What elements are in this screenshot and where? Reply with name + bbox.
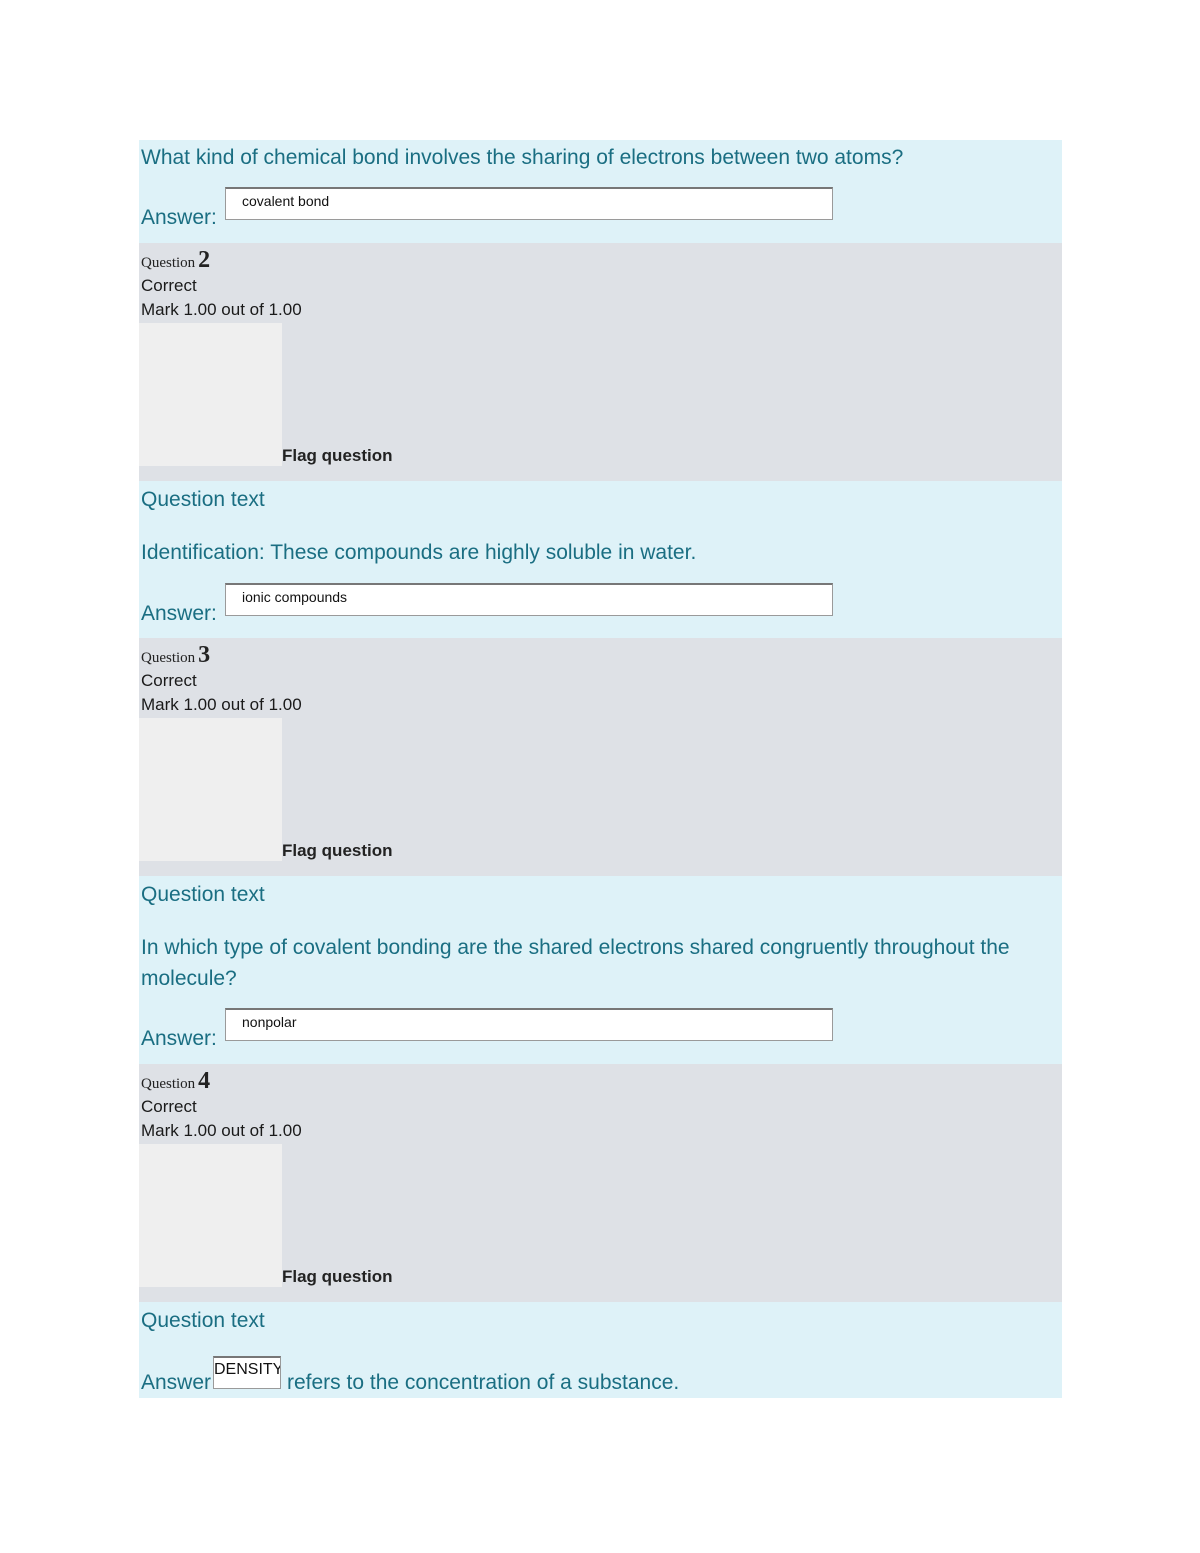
flag-question-link[interactable]: Flag question [282, 446, 393, 465]
question-label: Question [141, 255, 196, 271]
question-2-answer-input[interactable] [225, 583, 833, 616]
question-2-info [139, 243, 1062, 481]
question-number-value: 4 [198, 1068, 211, 1094]
question-state: Correct [141, 276, 197, 295]
question-3-answer-input[interactable] [225, 1008, 833, 1041]
question-text-header: Question text [141, 488, 265, 511]
question-grade: Mark 1.00 out of 1.00 [141, 695, 302, 714]
question-1-text-block [139, 140, 1062, 243]
question-label: Question [141, 650, 196, 666]
question-1-text: What kind of chemical bond involves the sharing of electrons between two atoms? [141, 146, 904, 169]
answer-label: Answer: [141, 602, 217, 625]
flag-question-link[interactable]: Flag question [282, 1267, 393, 1286]
question-1-answer-row [139, 185, 1062, 241]
question-4-inline-answer-row [141, 1354, 1041, 1394]
question-number [141, 642, 210, 669]
flag-question-link[interactable]: Flag question [282, 841, 393, 860]
question-number [141, 247, 210, 274]
question-2-text-block [139, 481, 1062, 638]
question-grade: Mark 1.00 out of 1.00 [141, 300, 302, 319]
answer-label: Answer: [141, 1027, 217, 1050]
question-number [141, 1068, 210, 1095]
question-4-text: refers to the concentration of a substance. [287, 1371, 680, 1394]
question-4-info [139, 1064, 1062, 1302]
question-3-text: In which type of covalent bonding are the shared electrons shared congruently throughout the molecule? [141, 936, 1010, 990]
question-text-header: Question text [141, 1309, 265, 1332]
question-state: Correct [141, 671, 197, 690]
question-1-answer-input[interactable] [225, 187, 833, 220]
flag-icon[interactable] [139, 718, 282, 861]
answer-label: Answer [141, 1371, 212, 1394]
question-4-answer-input[interactable] [213, 1356, 281, 1389]
question-number-value: 3 [198, 642, 211, 668]
flag-icon[interactable] [139, 323, 282, 466]
question-4-text-block [139, 1302, 1062, 1398]
flag-icon[interactable] [139, 1144, 282, 1287]
question-3-text-block [139, 876, 1062, 1064]
answer-label: Answer: [141, 206, 217, 229]
question-2-text: Identification: These compounds are highly soluble in water. [141, 541, 697, 564]
question-3-info [139, 638, 1062, 876]
question-state: Correct [141, 1097, 197, 1116]
question-grade: Mark 1.00 out of 1.00 [141, 1121, 302, 1140]
question-3-answer-row [139, 1006, 1062, 1062]
question-text-header: Question text [141, 883, 265, 906]
question-2-answer-row [139, 581, 1062, 637]
question-label: Question [141, 1076, 196, 1092]
question-number-value: 2 [198, 247, 211, 273]
quiz-review-page [139, 140, 1062, 1398]
